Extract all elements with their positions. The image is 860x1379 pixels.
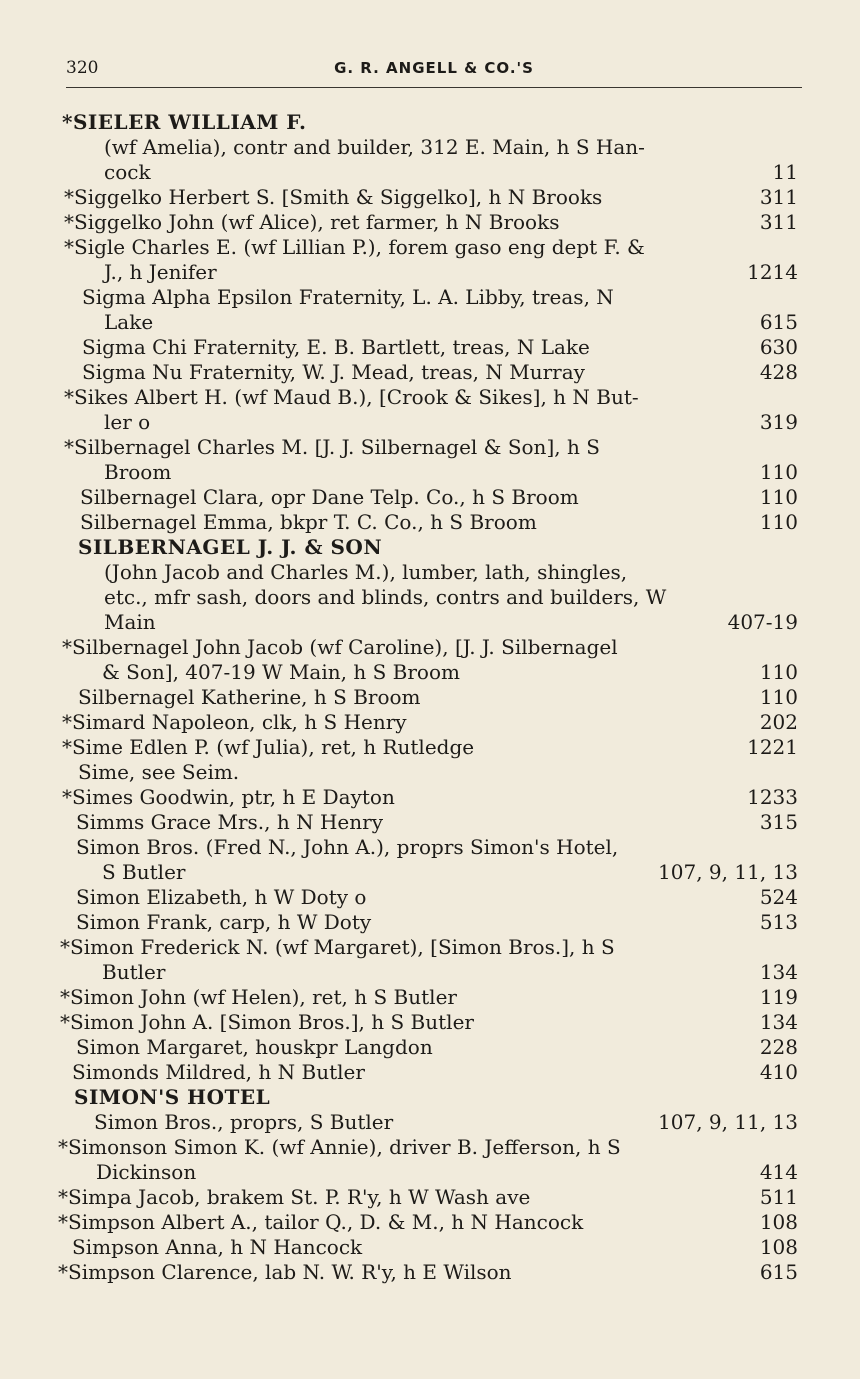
entry-text: Sigma Chi Fraternity, E. B. Bartlett, treas, N Lake [82,335,590,359]
entry-text: Simon Frank, carp, h W Doty [76,910,372,934]
entry-text: *Simonson Simon K. (wf Annie), driver B. Jefferson, h S [58,1135,621,1159]
entry-text: Lake [104,310,154,334]
entry-text: Simon Margaret, houskpr Langdon [76,1035,433,1059]
entry-number: 615 [759,1260,798,1284]
entry-text: Simon Bros. (Fred N., John A.), proprs Simon's Hotel, [76,835,619,859]
entry-text: Silbernagel Clara, opr Dane Telp. Co., h S Broom [80,485,579,509]
entry-number: 311 [759,185,798,209]
directory-line [0,1160,860,1185]
entry-text: Butler [102,960,166,984]
directory-line [0,835,860,860]
directory-line [0,885,860,910]
directory-line [0,735,860,760]
entry-number: 228 [759,1035,798,1059]
directory-line [0,1260,860,1285]
entry-text: Simon Elizabeth, h W Doty o [76,885,367,909]
entry-number: 615 [759,310,798,334]
page-header [66,56,802,82]
entry-text: J., h Jenifer [104,260,217,284]
entry-text: Silbernagel Katherine, h S Broom [78,685,421,709]
entry-text: Silbernagel Emma, bkpr T. C. Co., h S Broom [80,510,537,534]
entry-number: 107, 9, 11, 13 [658,860,798,884]
entry-text: Simms Grace Mrs., h N Henry [76,810,383,834]
directory-line [0,1110,860,1135]
page-number: 320 [66,58,99,78]
entry-number: 110 [759,485,798,509]
entry-text: Simpson Anna, h N Hancock [72,1235,363,1259]
directory-line [0,1135,860,1160]
directory-line [0,910,860,935]
directory-line [0,210,860,235]
directory-line [0,585,860,610]
directory-line [0,935,860,960]
directory-line [0,1185,860,1210]
directory-line [0,660,860,685]
directory-line [0,610,860,635]
entry-number: 108 [759,1235,798,1259]
directory-line [0,710,860,735]
entry-text: Broom [104,460,172,484]
directory-line [0,1060,860,1085]
directory-line [0,760,860,785]
entry-text: *Silbernagel Charles M. [J. J. Silbernagel & Son], h S [64,435,600,459]
entry-text: etc., mfr sash, doors and blinds, contrs and builders, W [104,585,667,609]
entry-text: (John Jacob and Charles M.), lumber, lath, shingles, [104,560,628,584]
entry-number: 1221 [747,735,798,759]
directory-line [0,135,860,160]
entry-number: 134 [759,960,798,984]
entry-number: 414 [759,1160,798,1184]
directory-line [0,160,860,185]
directory-line [0,510,860,535]
directory-line [0,235,860,260]
entry-text: *Siggelko Herbert S. [Smith & Siggelko], h N Brooks [64,185,603,209]
directory-line [0,685,860,710]
entry-text: Sigma Alpha Epsilon Fraternity, L. A. Libby, treas, N [82,285,614,309]
directory-line [0,260,860,285]
entry-number: 107, 9, 11, 13 [658,1110,798,1134]
entry-text: (wf Amelia), contr and builder, 312 E. Main, h S Han- [104,135,645,159]
entry-text: Sigma Nu Fraternity, W. J. Mead, treas, N Murray [82,360,585,384]
directory-heading [0,535,860,560]
entry-text: *Sikes Albert H. (wf Maud B.), [Crook & Sikes], h N But- [64,385,639,409]
directory-line [0,1210,860,1235]
entry-text: *Simon Frederick N. (wf Margaret), [Simon Bros.], h S [60,935,615,959]
entry-number: 134 [759,1010,798,1034]
entry-text: ler o [104,410,151,434]
directory-line [0,385,860,410]
directory-line [0,1010,860,1035]
directory-heading [0,1085,860,1110]
header-rule [66,87,802,88]
directory-line [0,285,860,310]
entry-text: *Simpson Clarence, lab N. W. R'y, h E Wilson [58,1260,512,1284]
directory-line [0,785,860,810]
directory-line [0,960,860,985]
directory-line [0,1035,860,1060]
entry-number: 110 [759,660,798,684]
entry-number: 110 [759,510,798,534]
directory-line [0,435,860,460]
entry-text: *Simon John (wf Helen), ret, h S Butler [60,985,457,1009]
entry-number: 524 [759,885,798,909]
entry-text: SIMON'S HOTEL [74,1085,271,1109]
directory-line [0,185,860,210]
directory-listing [0,110,860,1285]
entry-text: *Simard Napoleon, clk, h S Henry [62,710,407,734]
entry-text: *Simon John A. [Simon Bros.], h S Butler [60,1010,474,1034]
entry-number: 108 [759,1210,798,1234]
entry-number: 319 [759,410,798,434]
entry-text: *Simes Goodwin, ptr, h E Dayton [62,785,395,809]
entry-number: 511 [759,1185,798,1209]
directory-line [0,460,860,485]
directory-line [0,335,860,360]
entry-text: Dickinson [96,1160,197,1184]
entry-number: 315 [759,810,798,834]
entry-text: Simon Bros., proprs, S Butler [94,1110,394,1134]
entry-number: 311 [759,210,798,234]
entry-text: *Sigle Charles E. (wf Lillian P.), forem gaso eng dept F. & [64,235,645,259]
entry-number: 630 [759,335,798,359]
entry-number: 202 [759,710,798,734]
entry-number: 1233 [747,785,798,809]
entry-number: 110 [759,685,798,709]
entry-text: *Simpa Jacob, brakem St. P. R'y, h W Wash ave [58,1185,531,1209]
entry-number: 119 [759,985,798,1009]
entry-text: Simonds Mildred, h N Butler [72,1060,365,1084]
entry-text: *Siggelko John (wf Alice), ret farmer, h N Brooks [64,210,560,234]
directory-line [0,1235,860,1260]
entry-text: cock [104,160,151,184]
running-title: G. R. ANGELL & CO.'S [334,59,534,77]
directory-line [0,410,860,435]
entry-text: *Simpson Albert A., tailor Q., D. & M., h N Hancock [58,1210,584,1234]
entry-text: SILBERNAGEL J. J. & SON [78,535,383,559]
entry-text: *Silbernagel John Jacob (wf Caroline), [J. J. Silbernagel [62,635,618,659]
entry-text: *SIELER WILLIAM F. [62,110,307,134]
directory-line [0,485,860,510]
entry-number: 513 [759,910,798,934]
entry-text: & Son], 407-19 W Main, h S Broom [102,660,460,684]
entry-number: 407-19 [727,610,798,634]
entry-number: 110 [759,460,798,484]
entry-text: Main [104,610,156,634]
entry-text: S Butler [102,860,186,884]
directory-line [0,860,860,885]
directory-line [0,985,860,1010]
entry-number: 428 [759,360,798,384]
entry-number: 11 [772,160,798,184]
entry-number: 1214 [747,260,798,284]
directory-line [0,635,860,660]
entry-text: *Sime Edlen P. (wf Julia), ret, h Rutledge [62,735,475,759]
entry-number: 410 [759,1060,798,1084]
directory-line [0,360,860,385]
directory-line [0,560,860,585]
directory-line [0,810,860,835]
directory-line [0,310,860,335]
entry-text: Sime, see Seim. [78,760,240,784]
directory-heading [0,110,860,135]
